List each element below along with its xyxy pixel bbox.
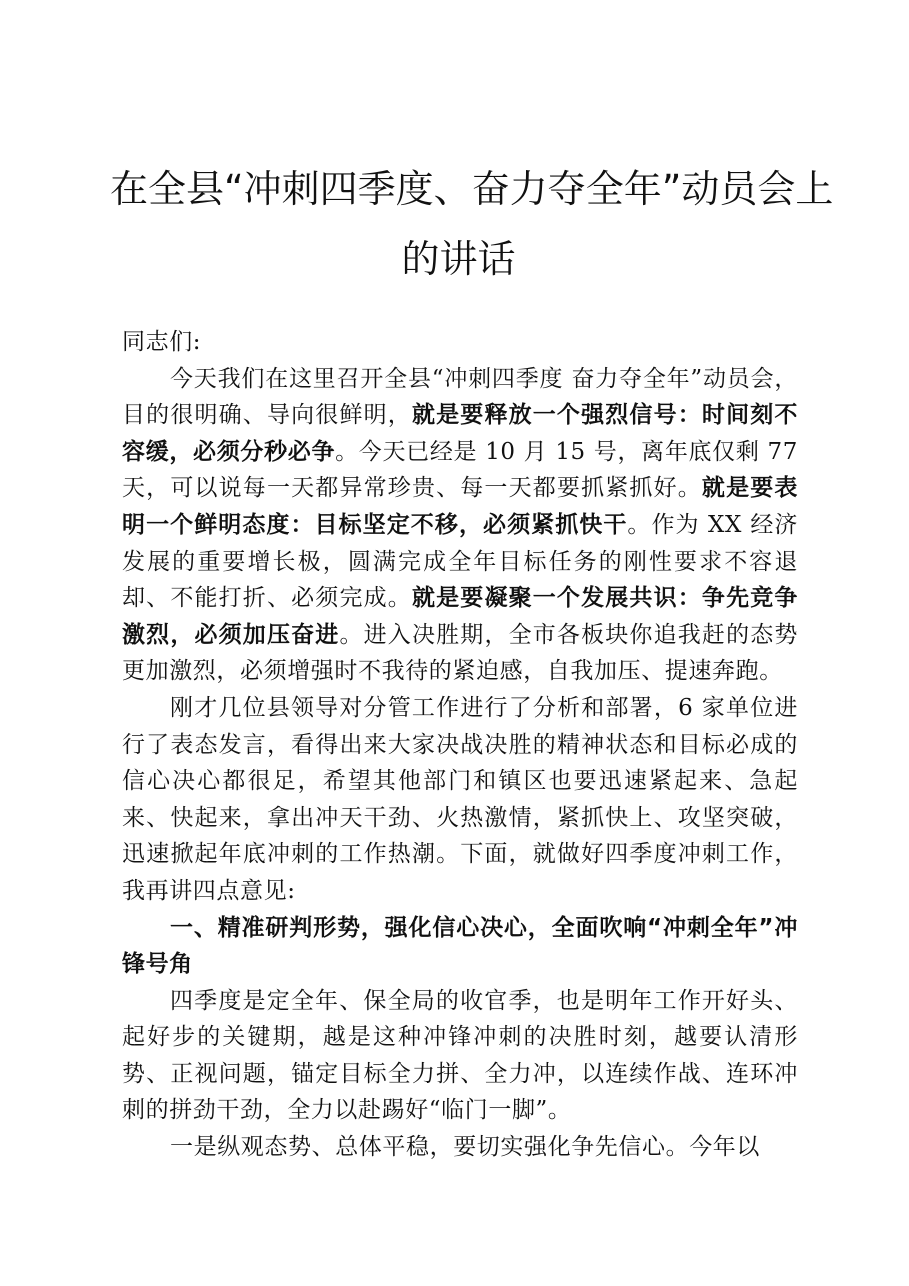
- paragraph-1-text-3: 。作为 XX 经济发展的重要增长极，圆满完成全年目标任务的刚性要求不容退却、不能打折、必须完成。: [122, 511, 798, 612]
- document-title-line-1: 在全县“冲刺四季度、奋力夺全年”动员会上: [110, 167, 834, 211]
- section-heading-1: 一、精准研判形势，强化信心决心，全面吹响“冲刺全年”冲锋号角: [122, 914, 798, 978]
- document-body: [122, 324, 798, 1166]
- paragraph-1-text-4: 。进入决胜期，全市各板块你追我赶的态势更加激烈，必须增强时不我待的紧迫感，自我加压、提速奔跑。: [122, 621, 798, 685]
- paragraph-4: 一是纵观态势、总体平稳，要切实强化争先信心。今年以: [170, 1134, 760, 1161]
- paragraph-1-bold-2: 就是要表明一个鲜明态度：目标坚定不移，必须紧抓快干: [122, 475, 798, 538]
- paragraph-1-text-1: 今天我们在这里召开全县“冲刺四季度 奋力夺全年”动员会，目的很明确、导向很鲜明，: [122, 365, 798, 429]
- paragraph-3: 四季度是定全年、保全局的收官季，也是明年工作开好头、起好步的关键期，越是这种冲锋冲刺的决胜时刻，越要认清形势、正视问题，锚定目标全力拼、全力冲，以连续作战、连环冲刺的拼劲干劲，全力以赴踢好“临门一脚”。: [122, 987, 798, 1124]
- salutation: 同志们:: [122, 329, 202, 355]
- paragraph-1-text-2: 。今天已经是 10 月 15 号，离年底仅剩 77 天，可以说每一天都异常珍贵、每一天都要抓紧抓好。: [122, 438, 798, 502]
- document-title-line-2: 的讲话: [401, 237, 516, 281]
- paragraph-2: 刚才几位县领导对分管工作进行了分析和部署，6 家单位进行了表态发言，看得出来大家决战决胜的精神状态和目标必成的信心决心都很足，希望其他部门和镇区也要迅速紧起来、急起来、快起来，拿出冲天干劲、火热激情，紧抓快上、攻坚突破，迅速掀起年底冲刺的工作热潮。下面，就做好四季度冲刺工作，我再讲四点意见:: [122, 694, 798, 904]
- paragraph-1-bold-3: 就是要凝聚一个发展共识：争先竞争激烈，必须加压奋进: [122, 585, 798, 648]
- paragraph-1: [122, 361, 798, 690]
- paragraph-1-bold-1: 就是要释放一个强烈信号：时间刻不容缓，必须分秒必争: [122, 402, 798, 465]
